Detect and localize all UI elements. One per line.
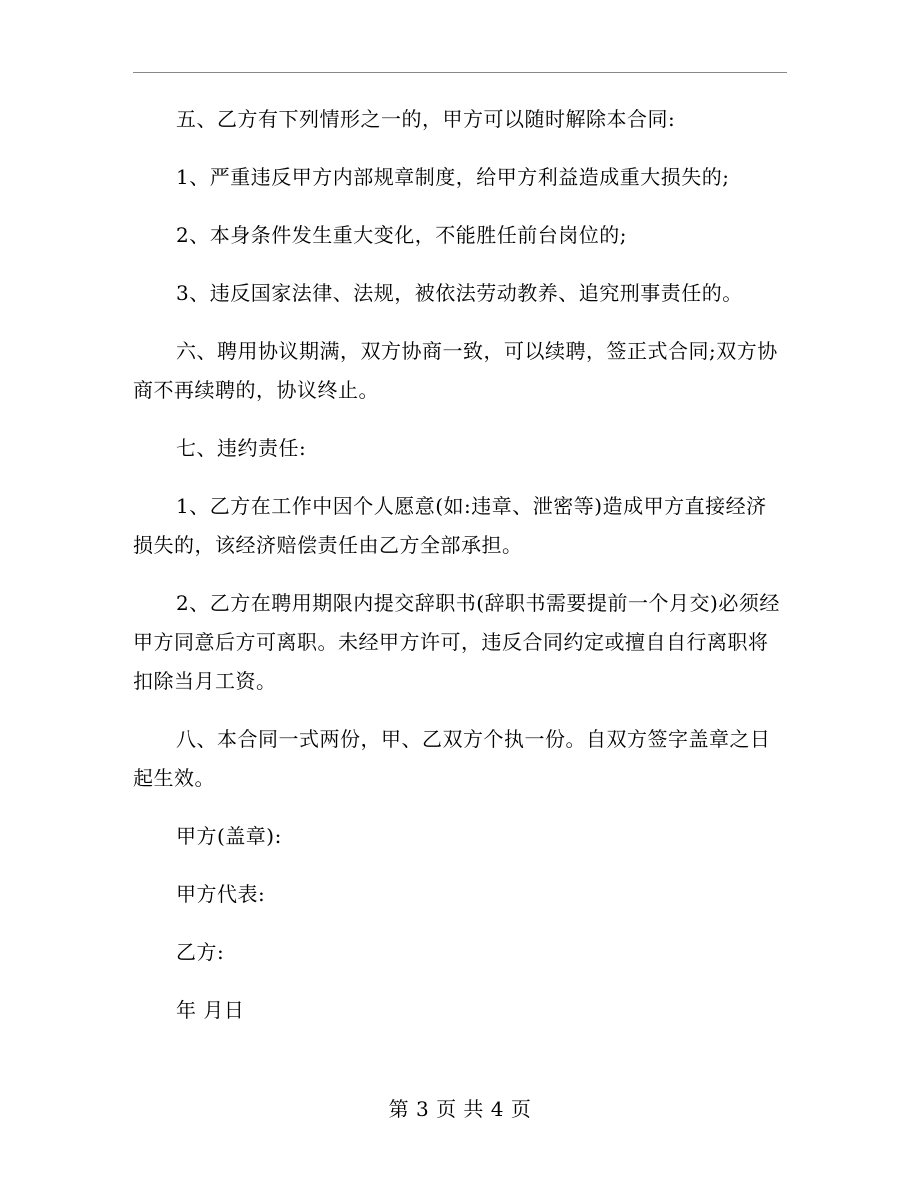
clause-7-item-1: 1、乙方在工作中因个人愿意(如:违章、泄密等)造成甲方直接经济损失的，该经济赔偿责任由乙方全部承担。	[133, 494, 767, 557]
page-number-footer: 第 3 页 共 4 页	[388, 1097, 532, 1121]
party-a-representative-line: 甲方代表:	[176, 882, 266, 906]
party-b-line: 乙方:	[176, 940, 225, 964]
clause-5-heading: 五、乙方有下列情形之一的，甲方可以随时解除本合同:	[176, 107, 676, 131]
party-a-seal-line: 甲方(盖章):	[176, 824, 282, 848]
clause-7-item-2: 2、乙方在聘用期限内提交辞职书(辞职书需要提前一个月交)必须经甲方同意后方可离职。未经甲方许可，违反合同约定或擅自自行离职将扣除当月工资。	[133, 591, 780, 693]
header-rule	[133, 72, 787, 73]
clause-5-item-2: 2、本身条件发生重大变化，不能胜任前台岗位的;	[176, 223, 627, 247]
document-body	[133, 100, 787, 1049]
clause-8: 八、本合同一式两份，甲、乙双方个执一份。自双方签字盖章之日起生效。	[133, 727, 771, 790]
clause-7-heading: 七、违约责任:	[176, 436, 307, 460]
date-line: 年 月日	[176, 998, 245, 1022]
clause-5-item-3: 3、违反国家法律、法规，被依法劳动教养、追究刑事责任的。	[176, 281, 743, 305]
clause-5-item-1: 1、严重违反甲方内部规章制度，给甲方利益造成重大损失的;	[176, 165, 730, 189]
clause-6: 六、聘用协议期满，双方协商一致，可以续聘，签正式合同;双方协商不再续聘的，协议终止。	[133, 339, 778, 402]
